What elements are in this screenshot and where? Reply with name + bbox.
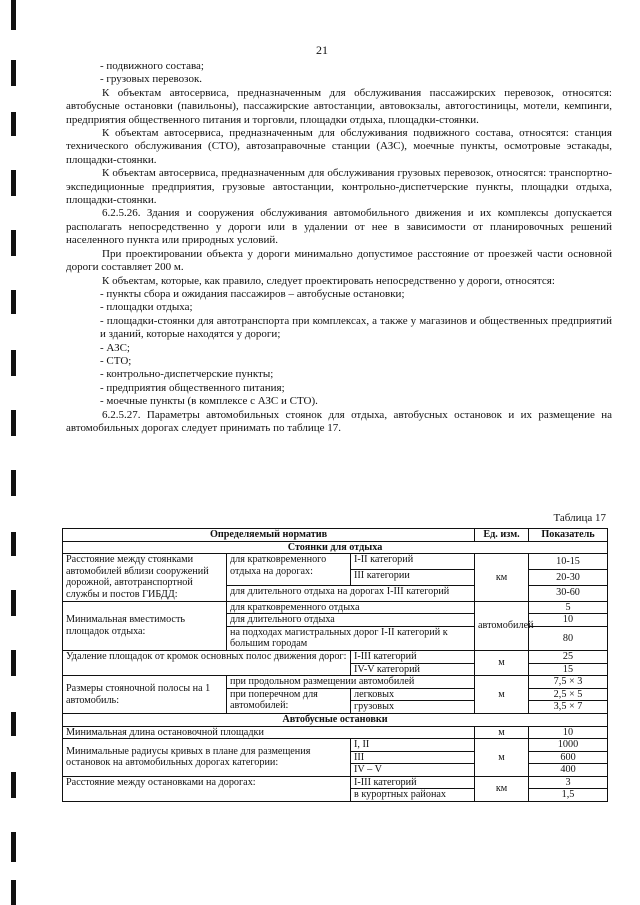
list-item: - АЗС;: [100, 341, 130, 354]
table-cell: км: [475, 554, 529, 601]
table-cell: м: [475, 676, 529, 714]
table-cell: IV-V категорий: [351, 663, 475, 676]
table-cell: на подходах магистральных дорог I-II категорий к большим городам: [227, 626, 475, 650]
paragraph: 6.2.5.27. Параметры автомобильных стоянок для отдыха, автобусных остановок и их размещение на автомобильных дорогах следует принимать по таблице 17.: [66, 408, 612, 434]
table-cell: автомобилей: [475, 601, 529, 650]
table-cell: Размеры стояночной полосы на 1 автомобиль:: [63, 676, 227, 714]
binding-strip: [11, 712, 16, 736]
binding-strip: [11, 532, 16, 556]
list-item: - моечные пункты (в комплексе с АЗС и СТО).: [100, 395, 318, 408]
table-caption: Таблица 17: [553, 512, 606, 524]
list-item: - площадки отдыха;: [100, 301, 193, 314]
section-header: Автобусные остановки: [63, 713, 608, 726]
table-cell: I-III категорий: [351, 776, 475, 789]
table-cell: 20-30: [529, 569, 608, 585]
binding-strip: [11, 650, 16, 676]
table-cell: м: [475, 650, 529, 675]
binding-strip: [11, 772, 16, 798]
binding-strip: [11, 470, 16, 496]
table-cell: Минимальная вместимость площадок отдыха:: [63, 601, 227, 650]
table-cell: 7,5 × 3: [529, 676, 608, 689]
binding-strip: [11, 880, 16, 905]
table-cell: для длительного отдыха: [227, 614, 475, 627]
table-cell: км: [475, 776, 529, 801]
paragraph: При проектировании объекта у дороги минимально допустимое расстояние от проезжей части основной дороги составляет 200 м.: [66, 247, 612, 274]
table-cell: IV – V: [351, 764, 475, 777]
table-cell: 1000: [529, 739, 608, 752]
list-item: - пункты сбора и ожидания пассажиров – автобусные остановки;: [100, 287, 405, 300]
paragraph: 6.2.5.26. Здания и сооружения обслуживания автомобильного движения и их комплексы допускается располагать непосредственно у дороги или в удалении от нее в зависимости от планировочных решений населенного пункта или природных условий.: [66, 207, 612, 247]
table-cell: 3: [529, 776, 608, 789]
binding-strip: [11, 590, 16, 616]
binding-strip: [11, 60, 16, 86]
list-item: - подвижного состава;: [100, 60, 204, 72]
table-cell: I-II категорий: [351, 554, 475, 570]
table-cell: грузовых: [351, 701, 475, 714]
table-cell: для кратковременного отдыха на дорогах:: [227, 554, 351, 586]
table-cell: Минимальные радиусы кривых в плане для размещения остановок на автомобильных дорогах категории:: [63, 739, 351, 777]
table-cell: в курортных районах: [351, 789, 475, 802]
table-cell: 2,5 × 5: [529, 688, 608, 701]
table-cell: 3,5 × 7: [529, 701, 608, 714]
binding-strip: [11, 832, 16, 862]
table-header: Ед. изм.: [475, 529, 529, 542]
list-item: - грузовых перевозок.: [100, 73, 203, 86]
paragraph: К объектам автосервиса, предназначенным для обслуживания пассажирских перевозок, относятся: автобусные остановки (павильоны), пассажирские автостанции, автовокзалы, автогостиницы, мотели, кемпинги, предприятия общественного питания и торговли, площадки отдыха, площадки-стоянки.: [66, 86, 612, 126]
table-cell: I-III категорий: [351, 650, 475, 663]
table-cell: 80: [529, 626, 608, 650]
table-cell: III категории: [351, 569, 475, 585]
list-item: - предприятия общественного питания;: [100, 381, 285, 394]
table-cell: 30-60: [529, 585, 608, 601]
binding-strip: [11, 350, 16, 376]
binding-strip: [11, 290, 16, 314]
binding-strip: [11, 170, 16, 196]
table-cell: при продольном размещении автомобилей: [227, 676, 475, 689]
list-item: - площадки-стоянки для автотранспорта при комплексах, а также у магазинов и общественных предприятий и зданий, которые находятся у дороги;: [100, 314, 612, 341]
table-cell: 1,5: [529, 789, 608, 802]
table-cell: 400: [529, 764, 608, 777]
paragraph: К объектам, которые, как правило, следует проектировать непосредственно у дороги, относятся:: [102, 274, 555, 287]
table-cell: I, II: [351, 739, 475, 752]
table-cell: для кратковременного отдыха: [227, 601, 475, 614]
table-cell: III: [351, 751, 475, 764]
paragraph: К объектам автосервиса, предназначенным для обслуживания грузовых перевозок, относятся: транспортно-экспедиционные предприятия, грузовые автостанции, контрольно-диспетчерские пункты, площадки отдыха, площадки-стоянки.: [66, 167, 612, 207]
binding-strip: [11, 410, 16, 436]
table-cell: Удаление площадок от кромок основных полос движения дорог:: [63, 650, 351, 675]
paragraph: К объектам автосервиса, предназначенным для обслуживания подвижного состава, относятся: станция технического обслуживания (СТО), автозаправочные станции (АЗС), моечные пункты, осмотровые эстакады, площадки-стоянки.: [66, 127, 612, 166]
table-header: Показатель: [529, 529, 608, 542]
binding-strip: [11, 0, 16, 30]
table-cell: 10-15: [529, 554, 608, 570]
table-cell: Минимальная длина остановочной площадки: [63, 726, 475, 739]
table-cell: 5: [529, 601, 608, 614]
list-item: - СТО;: [100, 354, 132, 367]
table-cell: м: [475, 726, 529, 739]
table-cell: 10: [529, 614, 608, 627]
table-cell: 15: [529, 663, 608, 676]
list-item: - контрольно-диспетчерские пункты;: [100, 368, 274, 381]
section-header: Стоянки для отдыха: [63, 541, 608, 554]
table-cell: для длительного отдыха на дорогах I-III категорий: [227, 585, 475, 601]
table-cell: 25: [529, 650, 608, 663]
table-cell: легковых: [351, 688, 475, 701]
body-text: [66, 60, 612, 435]
table-cell: при поперечном для автомобилей:: [227, 688, 351, 713]
page-number: 21: [316, 43, 328, 57]
table-header: Определяемый норматив: [63, 529, 475, 542]
norms-table: [62, 528, 608, 802]
table-cell: 10: [529, 726, 608, 739]
table-cell: м: [475, 739, 529, 777]
binding-strip: [11, 230, 16, 256]
table-cell: 600: [529, 751, 608, 764]
table-cell: Расстояние между стоянками автомобилей вблизи сооружений дорожной, автотранспортной службы и постов ГИБДД:: [63, 554, 227, 601]
binding-strip: [11, 112, 16, 136]
table-cell: Расстояние между остановками на дорогах:: [63, 776, 351, 801]
